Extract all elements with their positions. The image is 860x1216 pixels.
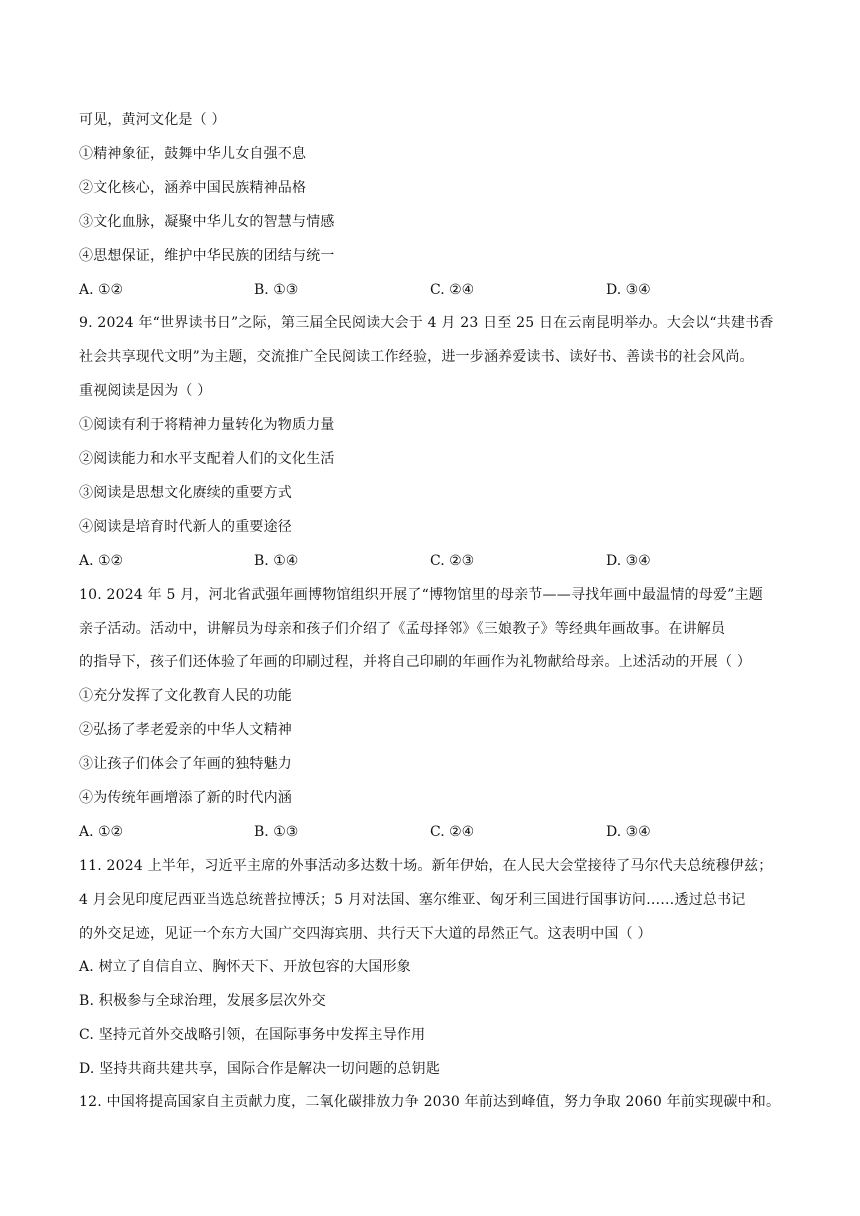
q8-statement-2: ②文化核心，涵养中国民族精神品格 — [79, 180, 307, 196]
q8-options — [79, 280, 791, 300]
q11-stem-line-1: 11. 2024 上半年，习近平主席的外事活动多达数十场。新年伊始，在人民大会堂接待了马尔代夫总统穆伊兹； — [79, 858, 773, 874]
q11-option-c[interactable]: C. 坚持元首外交战略引领，在国际事务中发挥主导作用 — [79, 1027, 426, 1043]
q11-option-a[interactable]: A. 树立了自信自立、胸怀天下、开放包容的大国形象 — [79, 959, 412, 975]
q9-stem-line-1: 9. 2024 年“世界读书日”之际，第三届全民阅读大会于 4 月 23 日至 25 日在云南昆明举办。大会以“共建书香 — [79, 315, 774, 331]
q11-stem-line-2: 4 月会见印度尼西亚当选总统普拉博沃；5 月对法国、塞尔维亚、匈牙利三国进行国事访问……透过总书记 — [79, 892, 746, 908]
q10-stem-line-3: 的指导下，孩子们还体验了年画的印刷过程，并将自己印刷的年画作为礼物献给母亲。上述活动的开展（ ） — [79, 654, 752, 670]
q8-option-d[interactable]: D. ③④ — [606, 282, 651, 298]
q8-option-b[interactable]: B. ①③ — [254, 282, 299, 298]
q8-statement-3: ③文化血脉，凝聚中华儿女的智慧与情感 — [79, 214, 335, 230]
q8-option-a[interactable]: A. ①② — [79, 282, 124, 298]
q10-statement-3: ③让孩子们体会了年画的独特魅力 — [79, 756, 292, 772]
q9-option-a[interactable]: A. ①② — [79, 553, 124, 569]
q9-options — [79, 551, 791, 571]
q9-statement-3: ③阅读是思想文化赓续的重要方式 — [79, 485, 292, 501]
q8-statement-4: ④思想保证，维护中华民族的团结与统一 — [79, 248, 335, 264]
q9-stem-line-3: 重视阅读是因为（ ） — [79, 383, 212, 399]
q8-stem: 可见，黄河文化是（ ） — [79, 112, 226, 128]
q10-statement-4: ④为传统年画增添了新的时代内涵 — [79, 790, 292, 806]
q9-option-d[interactable]: D. ③④ — [606, 553, 651, 569]
q10-statement-1: ①充分发挥了文化教育人民的功能 — [79, 688, 292, 704]
q8-statement-1: ①精神象征，鼓舞中华儿女自强不息 — [79, 146, 307, 162]
q11-option-b[interactable]: B. 积极参与全球治理，发展多层次外交 — [79, 993, 326, 1009]
q10-option-a[interactable]: A. ①② — [79, 824, 124, 840]
q9-option-c[interactable]: C. ②③ — [430, 553, 475, 569]
q8-option-c[interactable]: C. ②④ — [430, 282, 475, 298]
q10-stem-line-1: 10. 2024 年 5 月，河北省武强年画博物馆组织开展了“博物馆里的母亲节——寻找年画中最温情的母爱”主题 — [79, 587, 763, 603]
q9-statement-1: ①阅读有利于将精神力量转化为物质力量 — [79, 417, 335, 433]
q10-option-d[interactable]: D. ③④ — [606, 824, 651, 840]
q10-options — [79, 822, 791, 842]
q9-option-b[interactable]: B. ①④ — [254, 553, 299, 569]
q10-stem-line-2: 亲子活动。活动中，讲解员为母亲和孩子们介绍了《孟母择邻》《三娘教子》等经典年画故事。在讲解员 — [79, 621, 726, 637]
q12-stem-line-1: 12. 中国将提高国家自主贡献力度，二氧化碳排放力争 2030 年前达到峰值，努力争取 2060 年前实现碳中和。 — [79, 1094, 781, 1110]
q9-statement-4: ④阅读是培育时代新人的重要途径 — [79, 519, 292, 535]
q10-option-c[interactable]: C. ②④ — [430, 824, 475, 840]
q9-statement-2: ②阅读能力和水平支配着人们的文化生活 — [79, 451, 335, 467]
q11-stem-line-3: 的外交足迹，见证一个东方大国广交四海宾朋、共行天下大道的昂然正气。这表明中国（ ） — [79, 926, 652, 942]
q10-statement-2: ②弘扬了孝老爱亲的中华人文精神 — [79, 722, 292, 738]
q9-stem-line-2: 社会共享现代文明”为主题，交流推广全民阅读工作经验，进一步涵养爱读书、读好书、善读书的社会风尚。 — [79, 349, 754, 365]
q11-option-d[interactable]: D. 坚持共商共建共享，国际合作是解决一切问题的总钥匙 — [79, 1061, 441, 1077]
q10-option-b[interactable]: B. ①③ — [254, 824, 299, 840]
